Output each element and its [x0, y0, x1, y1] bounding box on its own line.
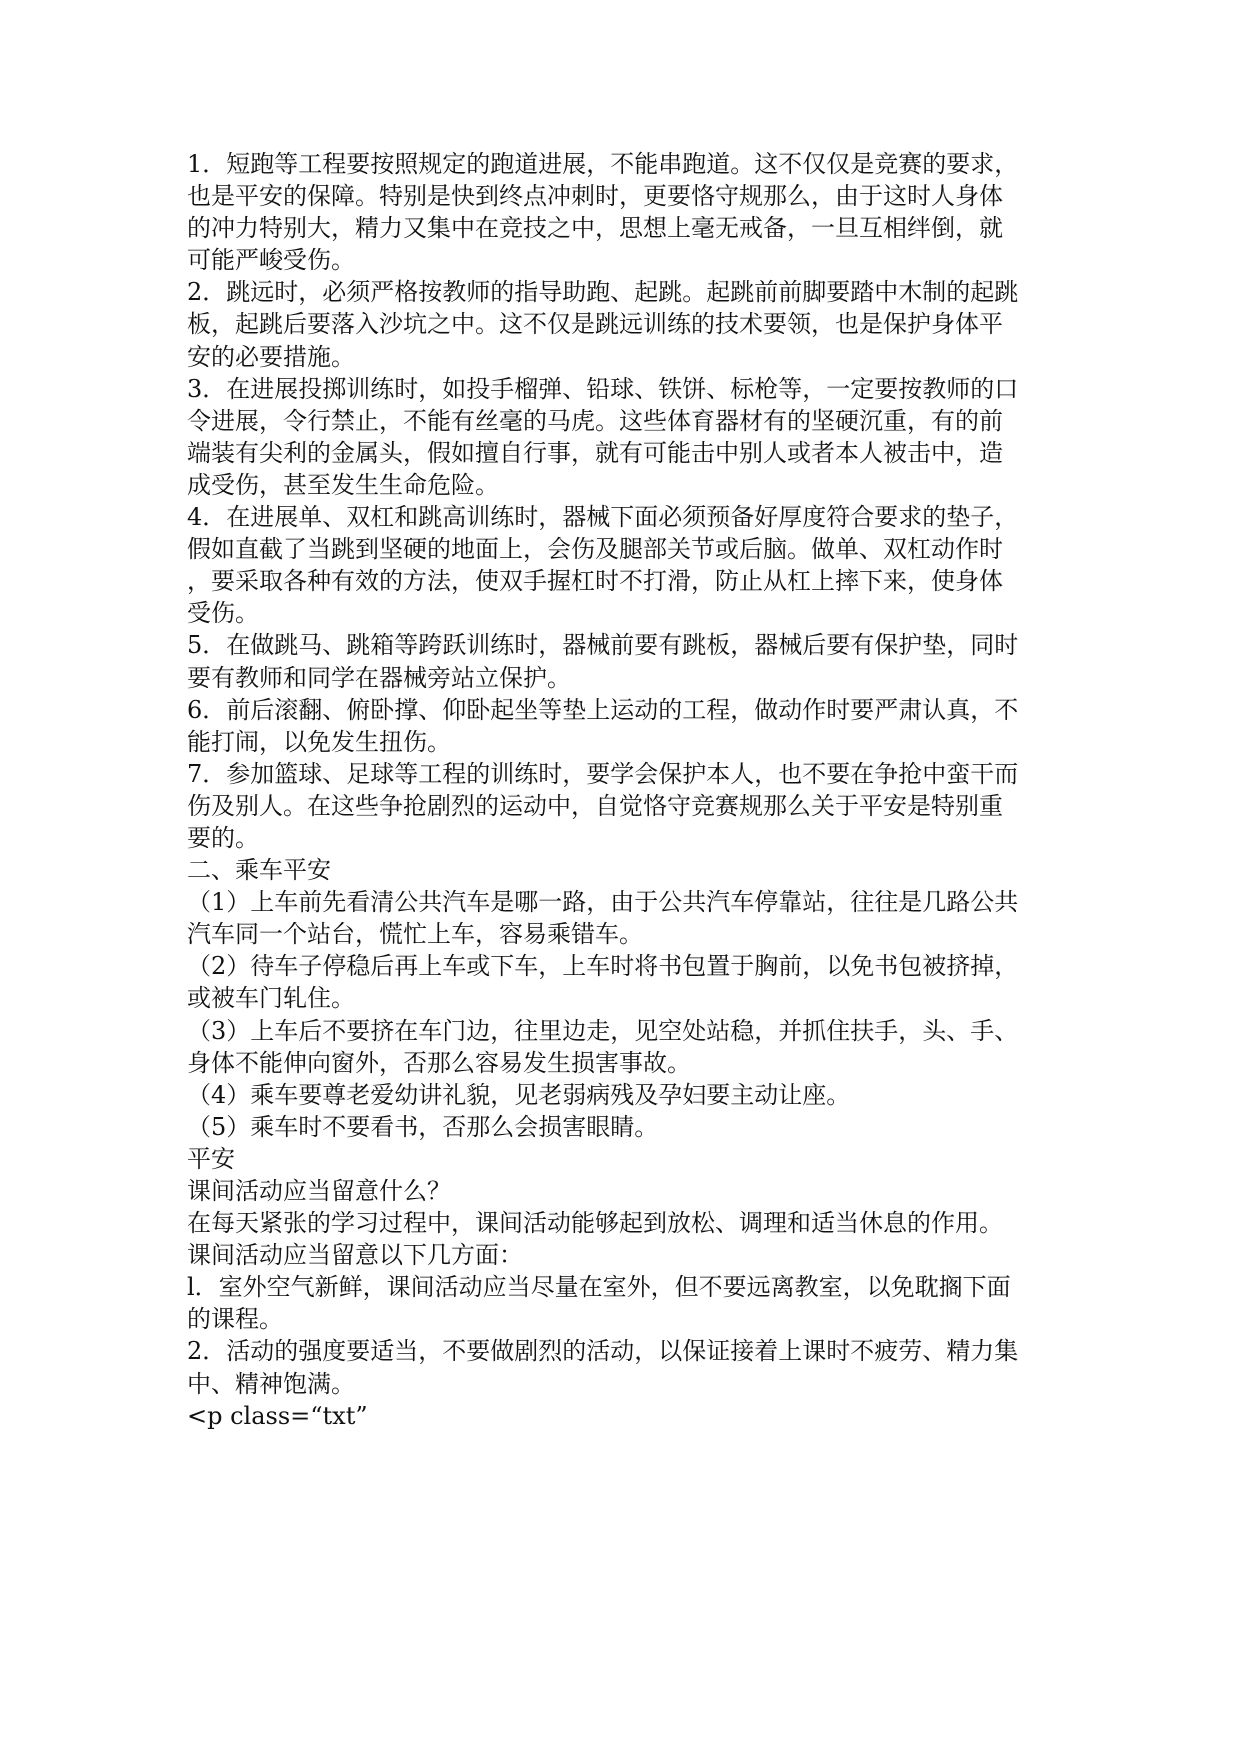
text-line: 5．在做跳马、跳箱等跨跃训练时，器械前要有跳板，器械后要有保护垫，同时: [187, 631, 1019, 660]
text-line: （1）上车前先看清公共汽车是哪一路，由于公共汽车停靠站，往往是几路公共: [187, 888, 1019, 917]
text-line: （3）上车后不要挤在车门边，往里边走，见空处站稳，并抓住扶手，头、手、: [187, 1016, 1019, 1045]
text-line: l．室外空气新鲜，课间活动应当尽量在室外，但不要远离教室，以免耽搁下面: [187, 1273, 1011, 1302]
text-line: 成受伤，甚至发生生命危险。: [187, 470, 499, 499]
text-line: 伤及别人。在这些争抢剧烈的运动中，自觉恪守竞赛规那么关于平安是特别重: [187, 791, 1003, 820]
text-line: 6．前后滚翻、俯卧撑、仰卧起坐等垫上运动的工程，做动作时要严肃认真，不: [187, 695, 1019, 724]
text-line: 汽车同一个站台，慌忙上车，容易乘错车。: [187, 920, 643, 949]
text-line: 要有教师和同学在器械旁站立保护。: [187, 663, 571, 692]
text-line: 2．跳远时，必须严格按教师的指导助跑、起跳。起跳前前脚要踏中木制的起跳: [187, 278, 1019, 307]
text-line: （5）乘车时不要看书，否那么会损害眼睛。: [187, 1112, 659, 1141]
text-line: 课间活动应当留意以下几方面：: [187, 1241, 523, 1270]
text-line: 要的。: [187, 823, 259, 852]
text-line: 板，起跳后要落入沙坑之中。这不仅是跳远训练的技术要领，也是保护身体平: [187, 310, 1003, 339]
text-line: 7．参加篮球、足球等工程的训练时，要学会保护本人，也不要在争抢中蛮干而: [187, 759, 1019, 788]
text-line: 1．短跑等工程要按照规定的跑道进展，不能串跑道。这不仅仅是竞赛的要求，: [187, 150, 1019, 178]
section-heading: 平安: [187, 1144, 235, 1173]
text-line: 4．在进展单、双杠和跳高训练时，器械下面必须预备好厚度符合要求的垫子，: [187, 503, 1019, 532]
html-fragment-text: <p class=“txt”: [187, 1401, 368, 1430]
text-line: 身体不能伸向窗外，否那么容易发生损害事故。: [187, 1048, 691, 1077]
text-line: 可能严峻受伤。: [187, 246, 355, 275]
section-heading: 二、乘车平安: [187, 856, 331, 885]
text-line: 3．在进展投掷训练时，如投手榴弹、铅球、铁饼、标枪等，一定要按教师的口: [187, 374, 1019, 403]
text-line: （4）乘车要尊老爱幼讲礼貌，见老弱病残及孕妇要主动让座。: [187, 1080, 851, 1109]
text-line: 能打闹，以免发生扭伤。: [187, 727, 451, 756]
text-line: ，要采取各种有效的方法，使双手握杠时不打滑，防止从杠上摔下来，使身体: [187, 567, 1003, 596]
text-line: 在每天紧张的学习过程中，课间活动能够起到放松、调理和适当休息的作用。: [187, 1209, 1003, 1238]
text-line: 的冲力特别大，精力又集中在竞技之中，思想上毫无戒备，一旦互相绊倒，就: [187, 214, 1003, 243]
text-line: 假如直截了当跳到坚硬的地面上，会伤及腿部关节或后脑。做单、双杠动作时: [187, 535, 1003, 564]
text-line: 2．活动的强度要适当，不要做剧烈的活动，以保证接着上课时不疲劳、精力集: [187, 1337, 1019, 1366]
text-line: 令进展，令行禁止，不能有丝毫的马虎。这些体育器材有的坚硬沉重，有的前: [187, 406, 1003, 435]
question-heading: 课间活动应当留意什么？: [187, 1177, 451, 1205]
text-line: 受伤。: [187, 599, 259, 628]
text-line: 也是平安的保障。特别是快到终点冲刺时，更要恪守规那么，由于这时人身体: [187, 182, 1003, 211]
text-line: （2）待车子停稳后再上车或下车，上车时将书包置于胸前，以免书包被挤掉，: [187, 952, 1019, 981]
text-line: 中、精神饱满。: [187, 1369, 355, 1398]
text-line: 端装有尖利的金属头，假如擅自行事，就有可能击中别人或者本人被击中，造: [187, 438, 1003, 467]
text-line: 的课程。: [187, 1305, 283, 1334]
text-line: 或被车门轧住。: [187, 984, 355, 1013]
text-line: 安的必要措施。: [187, 342, 355, 371]
document-page: [187, 148, 1067, 1432]
